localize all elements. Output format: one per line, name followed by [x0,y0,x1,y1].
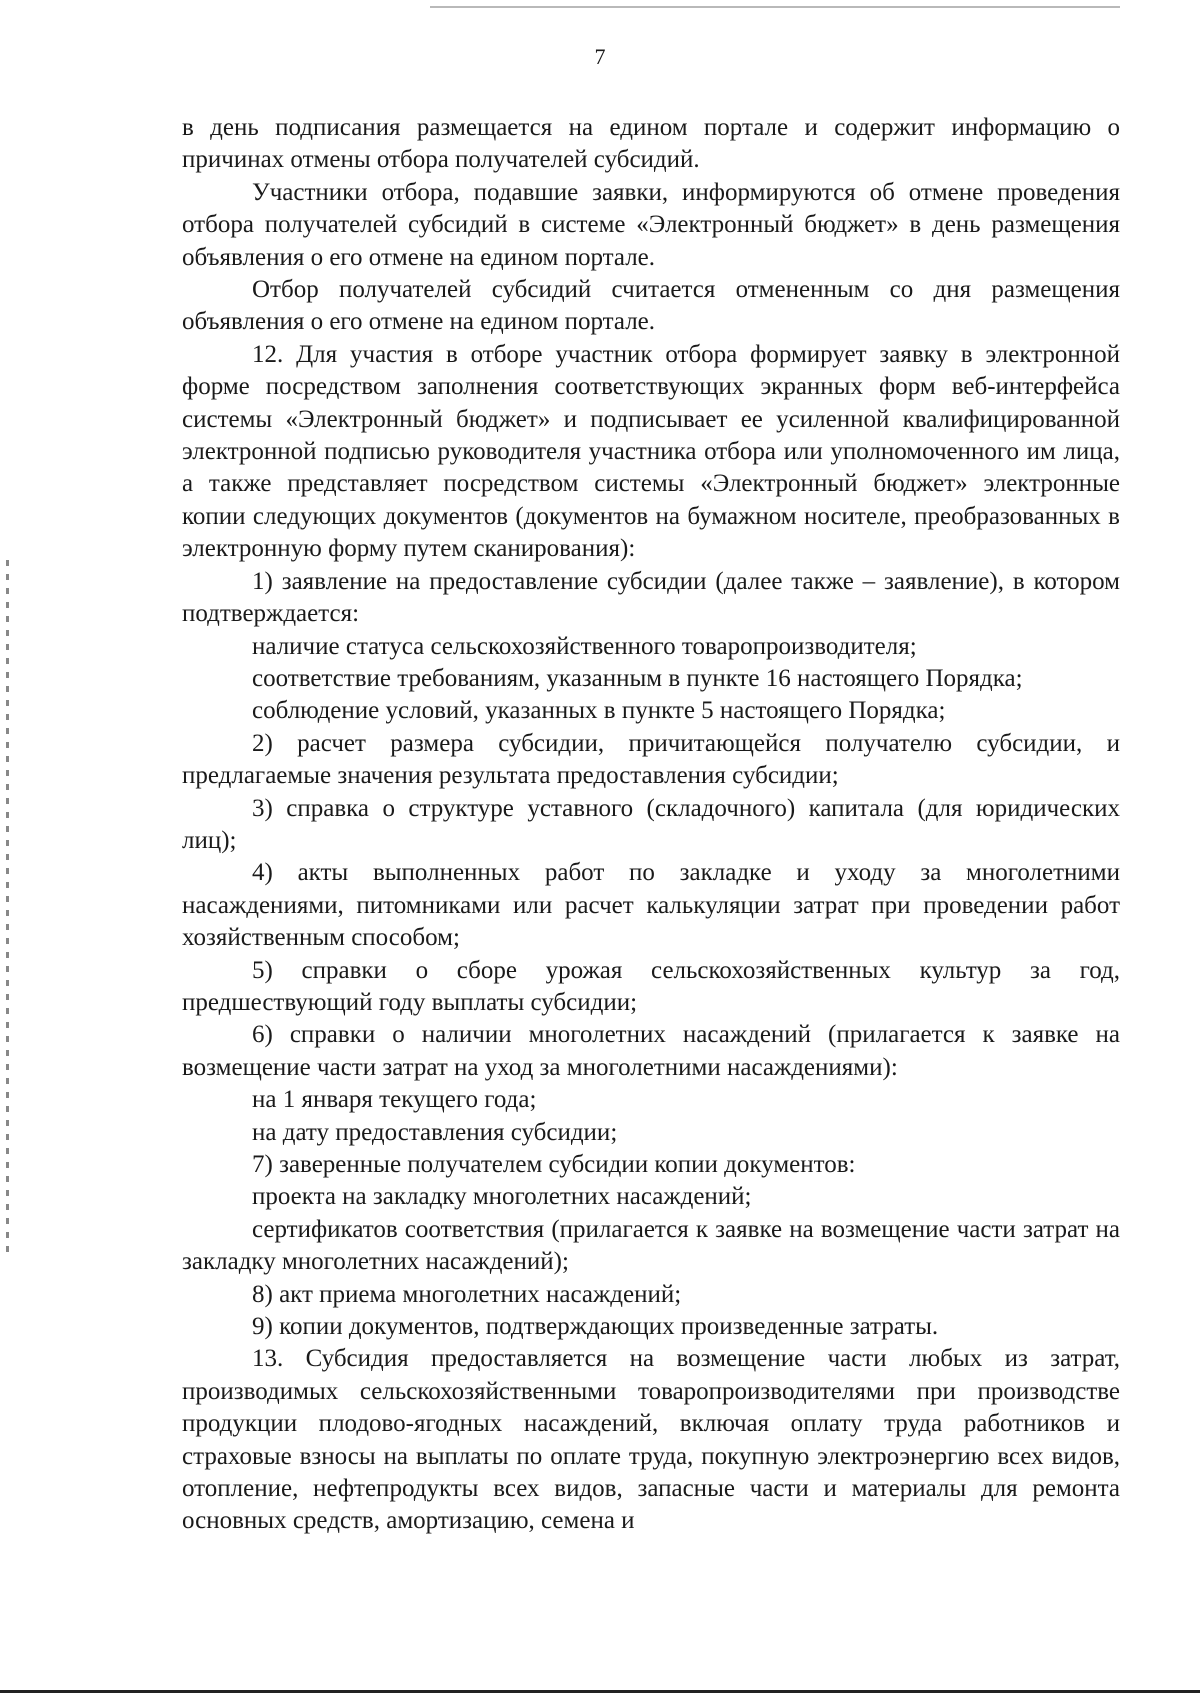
scan-top-border [430,6,1120,8]
scan-left-edge-marks [6,560,9,1260]
list-subitem: на 1 января текущего года; [252,1086,537,1114]
paragraph: 1) заявление на предоставление субсидии (далее также – заявление), в котором подтверждается: [182,567,1120,628]
list-subitem: сертификатов соответствия (прилагается к заявке на возмещение части затрат на закладку многолетних насаждений); [182,1215,1120,1276]
list-subitem: проекта на закладку многолетних насаждений; [252,1183,752,1211]
paragraph: 6) справки о наличии многолетних насаждений (прилагается к заявке на возмещение части затрат на уход за многолетними насаждениями): [182,1021,1120,1081]
paragraph: 2) расчет размера субсидии, причитающейся получателю субсидии, и предлагаемые значения результата предоставления субсидии; [182,729,1120,790]
paragraph: Отбор получателей субсидий считается отмененным со дня размещения объявления о его отмене на едином портале. [182,276,1120,336]
list-subitem: на дату предоставления субсидии; [252,1118,618,1146]
paragraph: 7) заверенные получателем субсидии копии документов: [252,1151,856,1178]
paragraph: 12. Для участия в отборе участник отбора формирует заявку в электронной форме посредством заполнения соответствующих экранных форм веб-интерфейса системы «Электронный бюджет» и подписывает ее усиленной квалифицированной электронной подписью руководителя участника отбора или уполномоченного им лица, а также представляет посредством системы «Электронный бюджет» электронные копии следующих документов (документов на бумажном носителе, преобразованных в электронную форму путем сканирования): [182,340,1120,563]
paragraph: 4) акты выполненных работ по закладке и уходу за многолетними насаждениями, питомниками или расчет калькуляции затрат при проведении работ хозяйственным способом; [182,859,1120,952]
paragraph: 9) копии документов, подтверждающих произведенные затраты. [252,1313,939,1341]
list-subitem: соответствие требованиям, указанным в пункте 16 настоящего Порядка; [252,664,1023,692]
paragraph: 8) акт приема многолетних насаждений; [252,1280,682,1308]
paragraph: Участники отбора, подавшие заявки, информируются об отмене проведения отбора получателей субсидий в системе «Электронный бюджет» в день размещения объявления о его отмене на едином портале. [182,178,1120,271]
paragraph: 13. Субсидия предоставляется на возмещение части любых из затрат, производимых сельскохозяйственными товаропроизводителями при производстве продукции плодово-ягодных насаждений, включая оплату труда работников и страховые взносы на выплаты по оплате труда, покупную электроэнергию всех видов, отопление, нефтепродукты всех видов, запасные части и материалы для ремонта основных средств, амортизацию, семена и [182,1345,1120,1535]
list-subitem: наличие статуса сельскохозяйственного товаропроизводителя; [252,632,917,660]
paragraph: 5) справки о сборе урожая сельскохозяйственных культур за год, предшествующий году выплаты субсидии; [182,956,1120,1016]
document-body [182,112,1120,1538]
scan-bottom-border [0,1690,1200,1693]
list-subitem: соблюдение условий, указанных в пункте 5 настоящего Порядка; [252,697,946,725]
paragraph: 3) справка о структуре уставного (складочного) капитала (для юридических лиц); [182,794,1120,854]
paragraph: в день подписания размещается на едином портале и содержит информацию о причинах отмены отбора получателей субсидий. [182,114,1120,174]
page-number: 7 [594,44,606,69]
